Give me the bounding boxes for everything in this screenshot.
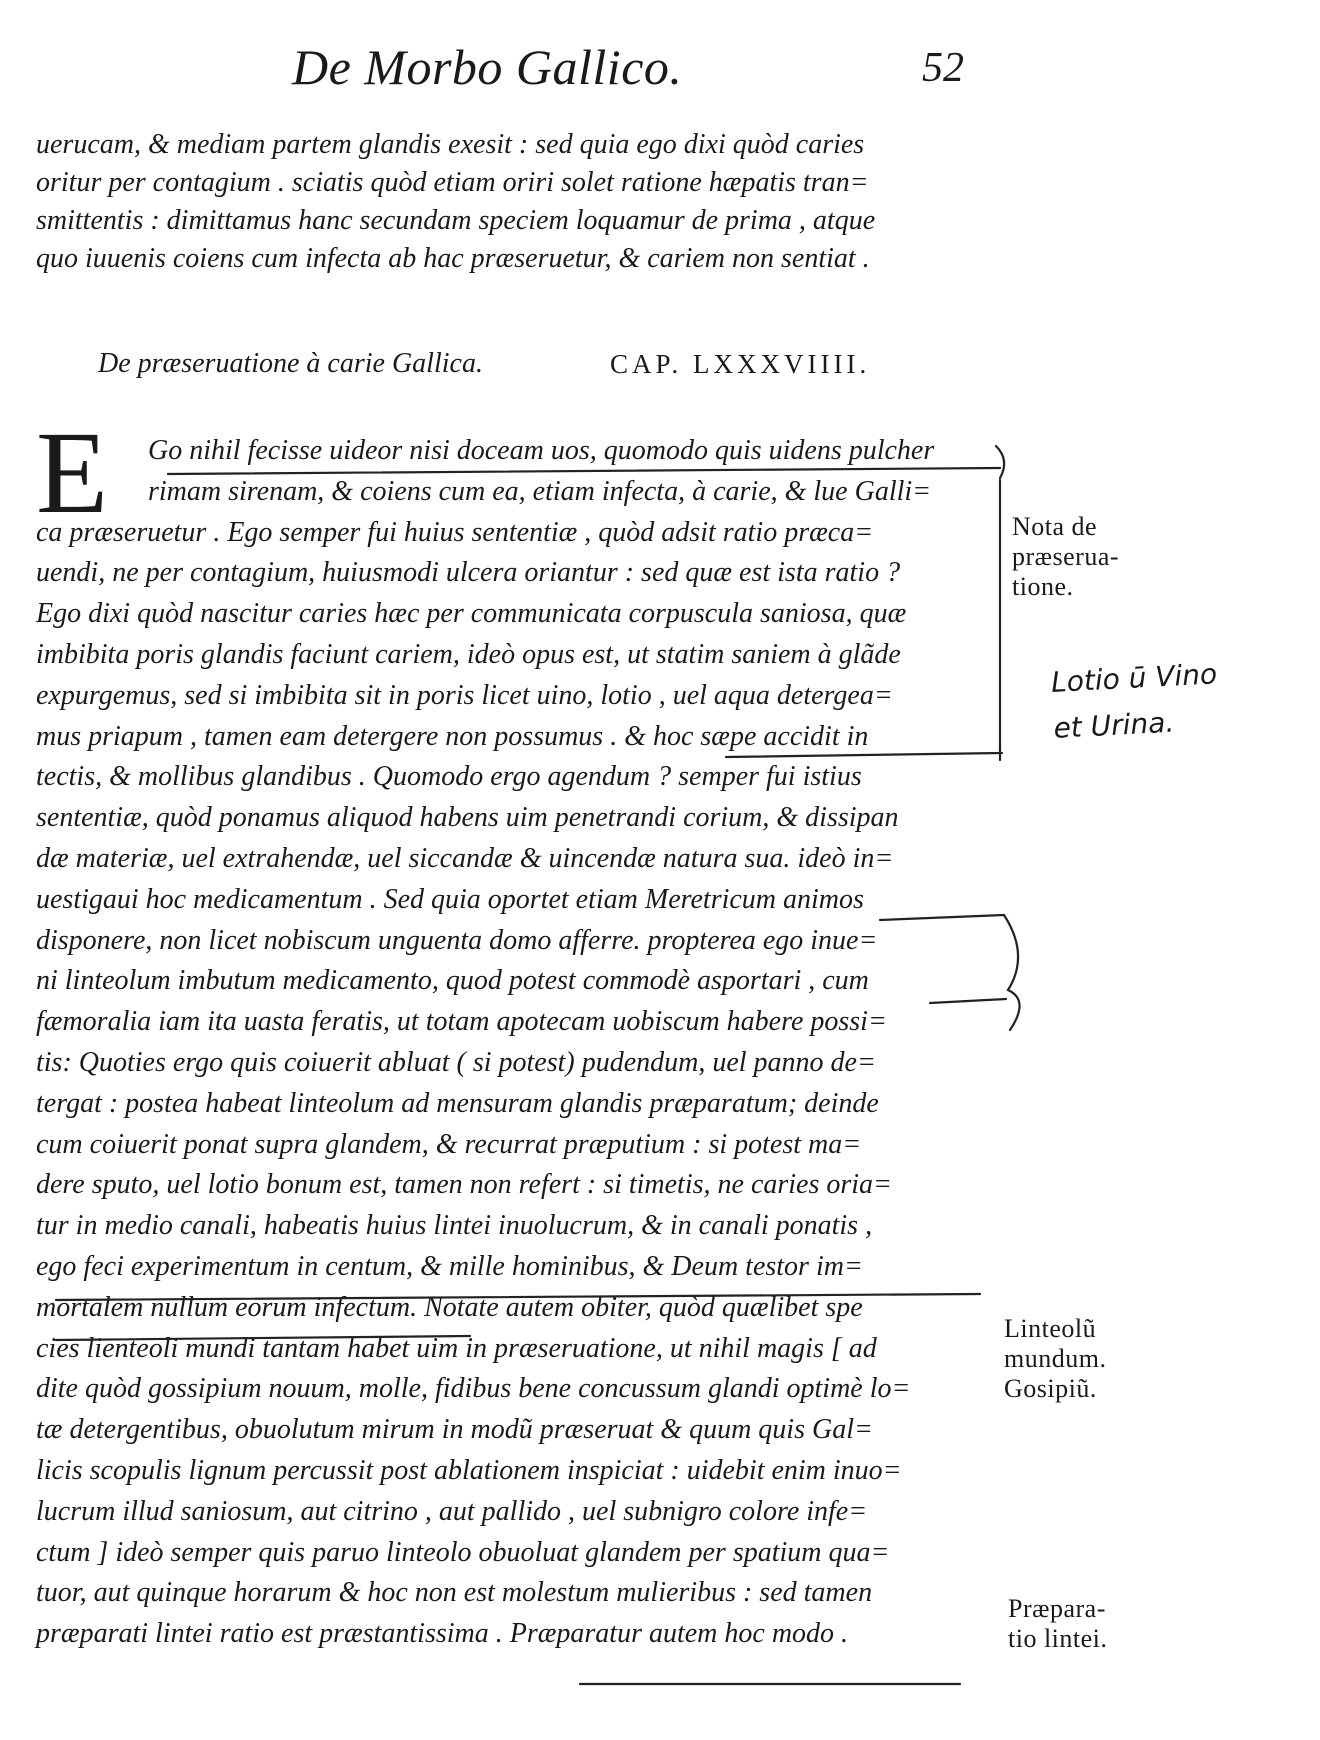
margin-note-line: tione. xyxy=(1012,572,1074,601)
text-line: smittentis : dimittamus hanc secundam speciem loquamur de prima , atque xyxy=(36,205,876,236)
text-line: ni linteolum imbutum medicamento, quod potest commodè asportari , cum xyxy=(36,965,869,996)
handwritten-line: et Urina. xyxy=(1052,705,1175,745)
margin-note-preservation xyxy=(1012,512,1119,602)
margin-note-line: præserua- xyxy=(1012,542,1120,571)
text-line: expurgemus, sed si imbibita sit in poris licet uino, lotio , uel aqua detergea= xyxy=(36,680,893,711)
bracket-mark xyxy=(996,446,1004,478)
text-line: uerucam, & mediam partem glandis exesit : sed quia ego dixi quòd caries xyxy=(36,129,865,160)
text-line: tur in medio canali, habeatis huius lintei inuolucrum, & in canali ponatis , xyxy=(36,1210,873,1241)
text-line: uestigaui hoc medicamentum . Sed quia oportet etiam Meretricum animos xyxy=(36,884,864,915)
handwritten-line: Lotio ū Vino xyxy=(1050,657,1218,699)
handwritten-annotation xyxy=(1050,651,1221,752)
text-line: ego feci experimentum in centum, & mille hominibus, & Deum testor im= xyxy=(36,1251,863,1282)
text-line: tæ detergentibus, obuolutum mirum in modũ præseruat & quum quis Gal= xyxy=(36,1414,873,1445)
text-line: oritur per contagium . sciatis quòd etiam oriri solet ratione hæpatis tran= xyxy=(36,167,869,198)
text-line: dere sputo, uel lotio bonum est, tamen non refert : si timetis, ne caries oria= xyxy=(36,1169,892,1200)
text-line: lucrum illud saniosum, aut citrino , aut pallido , uel subnigro colore infe= xyxy=(36,1496,868,1527)
text-line: quo iuuenis coiens cum infecta ab hac præseruetur, & cariem non sentiat . xyxy=(36,243,870,274)
margin-note-preparatio xyxy=(1008,1594,1107,1654)
margin-note-line: Præpara- xyxy=(1008,1594,1106,1623)
text-line: fæmoralia iam ita uasta feratis, ut totam apotecam uobiscum habere possi= xyxy=(36,1006,887,1037)
text-line: imbibita poris glandis faciunt cariem, ideò opus est, ut statim saniem à glãde xyxy=(36,639,901,670)
margin-note-line: mundum. xyxy=(1004,1344,1107,1373)
text-line: tectis, & mollibus glandibus . Quomodo ergo agendum ? semper fui istius xyxy=(36,761,862,792)
margin-note-line: Nota de xyxy=(1012,512,1098,541)
text-line: disponere, non licet nobiscum unguenta domo afferre. propterea ego inue= xyxy=(36,925,878,956)
text-line: dæ materiæ, uel extrahendæ, uel siccandæ & uincendæ natura sua. ideò in= xyxy=(36,843,894,874)
text-line: tis: Quoties ergo quis coiuerit abluat ( si potest) pudendum, uel panno de= xyxy=(36,1047,876,1078)
text-line: tuor, aut quinque horarum & hoc non est molestum mulieribus : sed tamen xyxy=(36,1577,873,1608)
underline-mark xyxy=(168,468,1000,474)
running-title: De Morbo Gallico. xyxy=(292,39,683,95)
text-line: tergat : postea habeat linteolum ad mensuram glandis præparatum; deinde xyxy=(36,1088,879,1119)
text-line: Go nihil fecisse uideor nisi doceam uos, quomodo quis uidens pulcher xyxy=(148,435,935,466)
text-line: cum coiuerit ponat supra glandem, & recurrat præputium : si potest ma= xyxy=(36,1129,862,1160)
margin-note-line: Gosipiũ. xyxy=(1004,1374,1097,1403)
text-line: cies lienteoli mundi tantam habet uim in præseruatione, ut nihil magis [ ad xyxy=(36,1333,877,1364)
margin-note-line: Linteolũ xyxy=(1004,1314,1097,1343)
text-line: mus priapum , tamen eam detergere non possumus . & hoc sæpe accidit in xyxy=(36,721,869,752)
bracket-mark xyxy=(1004,915,1020,1030)
text-line: præparati lintei ratio est præstantissima . Præparatur autem hoc modo . xyxy=(36,1618,849,1649)
page-number: 52 xyxy=(922,45,964,91)
text-line: ctum ] ideò semper quis paruo linteolo obuoluat glandem per spatium qua= xyxy=(36,1537,890,1568)
underline-mark xyxy=(880,915,1004,920)
drop-cap: E xyxy=(36,407,109,538)
text-line: uendi, ne per contagium, huiusmodi ulcera oriantur : sed quæ est ista ratio ? xyxy=(36,557,901,588)
margin-note-linteolum xyxy=(1004,1314,1106,1404)
margin-note-line: tio lintei. xyxy=(1008,1624,1108,1653)
text-line: rimam sirenam, & coiens cum ea, etiam infecta, à carie, & lue Galli= xyxy=(148,476,932,507)
chapter-title: De præseruatione à carie Gallica. xyxy=(98,348,483,379)
underline-mark xyxy=(930,999,1006,1003)
text-line: sententiæ, quòd ponamus aliquod habens uim penetrandi corium, & dissipan xyxy=(36,802,899,833)
chapter-number: CAP. LXXXVIIII. xyxy=(610,349,871,379)
text-line: mortalem nullum eorum infectum. Notate autem obiter, quòd quælibet spe xyxy=(36,1292,863,1323)
text-line: licis scopulis lignum percussit post ablationem inspiciat : uidebit enim inuo= xyxy=(36,1455,902,1486)
text-line: dite quòd gossipium nouum, molle, fidibus bene concussum glandi optimè lo= xyxy=(36,1373,911,1404)
text-line: ca præseruetur . Ego semper fui huius sententiæ , quòd adsit ratio præca= xyxy=(36,517,874,548)
text-line: Ego dixi quòd nascitur caries hæc per communicata corpuscula saniosa, quæ xyxy=(36,598,907,629)
